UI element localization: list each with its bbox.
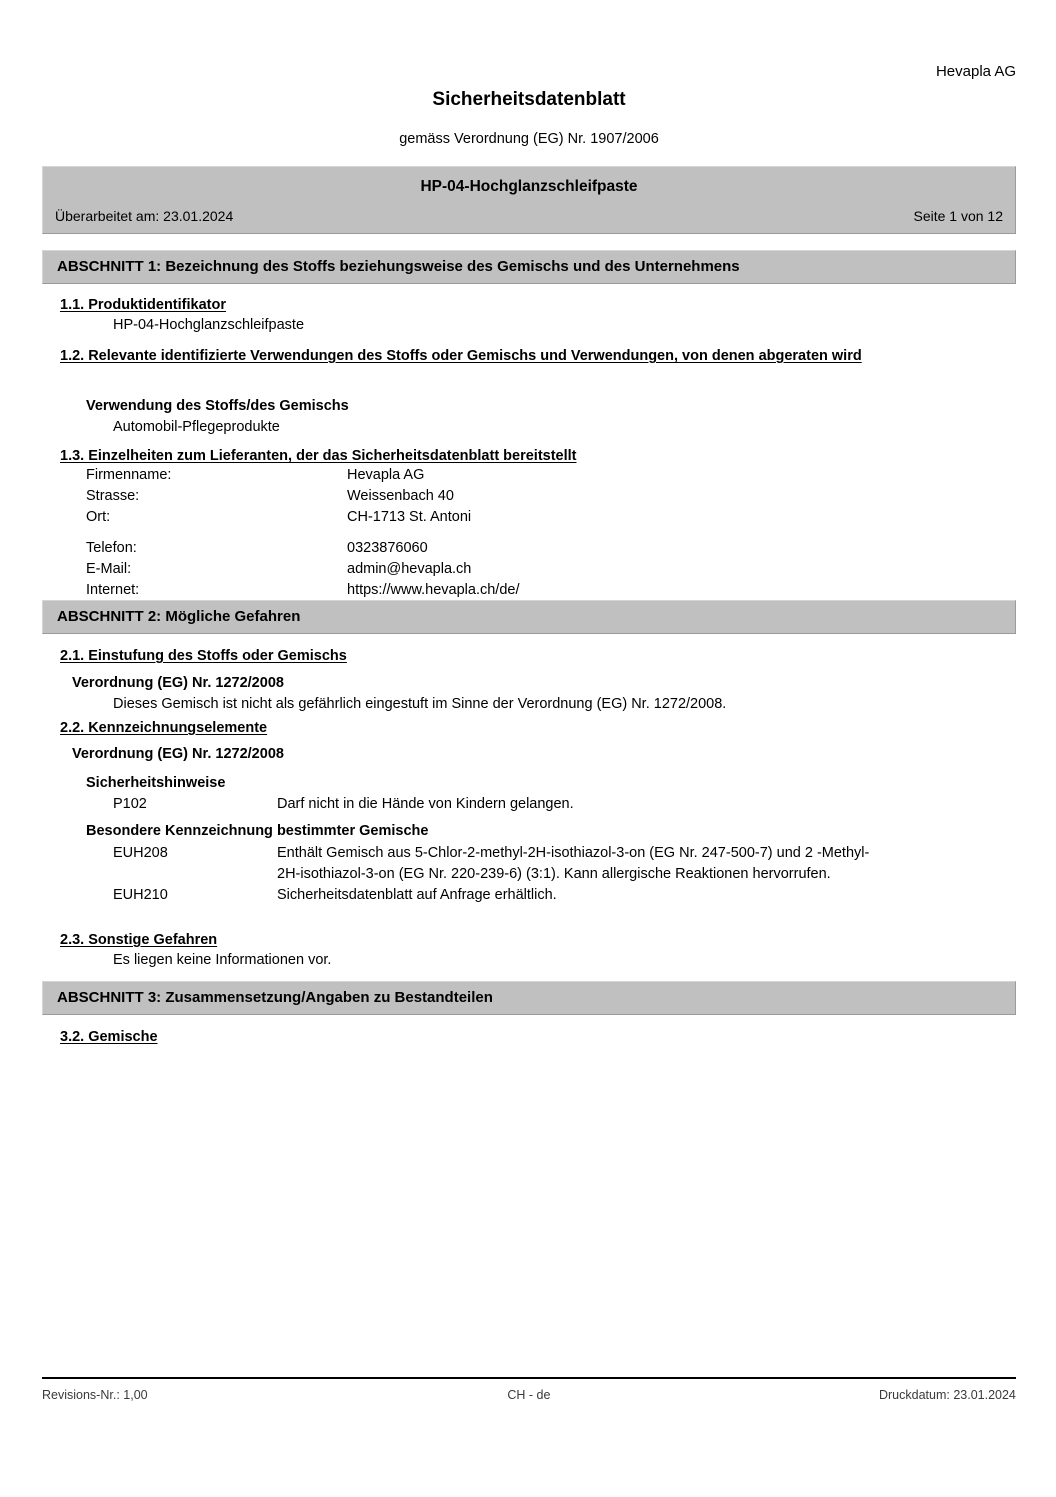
- statement-code: EUH208: [113, 845, 168, 861]
- statement-row: [113, 843, 993, 885]
- heading-1-1: [60, 295, 960, 316]
- supplier-row: [86, 486, 966, 507]
- product-meta: [55, 206, 1003, 226]
- other-hazards-text: Es liegen keine Informationen vor.: [113, 952, 332, 968]
- heading-3-2: [60, 1027, 960, 1048]
- footer-revision: Revisions-Nr.: 1,00: [42, 1388, 148, 1402]
- product-header-band: [42, 166, 1016, 234]
- supplier-value: Weissenbach 40: [347, 488, 454, 504]
- heading-2-2: [60, 718, 960, 739]
- heading-2-1: [60, 646, 960, 667]
- supplier-value: https://www.hevapla.ch/de/: [347, 582, 520, 598]
- statement-text: Enthält Gemisch aus 5-Chlor-2-methyl-2H-isothiazol-3-on (EG Nr. 247-500-7) und 2 -Methyl-2H-isothiazol-3-on (EG Nr. 220-239-6) (3:1). Kann allergische Reaktionen hervorrufen.: [277, 845, 870, 882]
- revision-date: Überarbeitet am: 23.01.2024: [55, 208, 234, 224]
- supplier-label: Ort:: [86, 509, 111, 525]
- heading-2-2-label: 2.2. Kennzeichnungselemente: [60, 720, 268, 736]
- supplier-label: E-Mail:: [86, 561, 132, 577]
- heading-3-2-label: 3.2. Gemische: [60, 1029, 158, 1045]
- product-name: HP-04-Hochglanzschleifpaste: [420, 178, 638, 195]
- supplier-row: [86, 507, 966, 528]
- precautionary-statements-list: [113, 794, 993, 815]
- supplier-label: Firmenname:: [86, 467, 172, 483]
- section-3-header: ABSCHNITT 3: Zusammensetzung/Angaben zu Bestandteilen: [42, 981, 1016, 1015]
- supplier-label: Telefon:: [86, 540, 137, 556]
- special-statements-list: [113, 843, 993, 906]
- statement-text: Sicherheitsdatenblatt auf Anfrage erhältlich.: [277, 887, 557, 903]
- supplier-value: Hevapla AG: [347, 467, 425, 483]
- footer-locale: CH - de: [507, 1388, 551, 1402]
- precautionary-statements-heading: Sicherheitshinweise: [86, 775, 226, 791]
- use-of-substance-heading: Verwendung des Stoffs/des Gemischs: [86, 398, 349, 414]
- spacer: [86, 528, 966, 538]
- heading-1-3-label: 1.3. Einzelheiten zum Lieferanten, der das Sicherheitsdatenblatt bereitstellt: [60, 448, 577, 464]
- supplier-value: 0323876060: [347, 540, 428, 556]
- footer-print-date: Druckdatum: 23.01.2024: [878, 1388, 1016, 1402]
- heading-1-1-label: 1.1. Produktidentifikator: [60, 297, 226, 313]
- statement-code: EUH210: [113, 887, 168, 903]
- company-name: Hevapla AG: [935, 63, 1016, 80]
- statement-row: [113, 885, 993, 906]
- footer-divider: [42, 1377, 1016, 1379]
- document-header: [42, 62, 1016, 149]
- document-subtitle: gemäss Verordnung (EG) Nr. 1907/2006: [399, 131, 659, 147]
- supplier-label: Strasse:: [86, 488, 140, 504]
- heading-1-2-label: 1.2. Relevante identifizierte Verwendungen des Stoffs oder Gemischs und Verwendungen, von denen abgeraten wird: [60, 348, 862, 364]
- classification-text: Dieses Gemisch ist nicht als gefährlich eingestuft im Sinne der Verordnung (EG) Nr. 1272/2008.: [113, 696, 727, 712]
- heading-1-2: [60, 346, 890, 367]
- supplier-value: admin@hevapla.ch: [347, 561, 472, 577]
- supplier-row: [86, 559, 966, 580]
- regulation-heading-labelling: Verordnung (EG) Nr. 1272/2008: [72, 746, 284, 762]
- supplier-value: CH-1713 St. Antoni: [347, 509, 472, 525]
- statement-row: [113, 794, 993, 815]
- heading-2-1-label: 2.1. Einstufung des Stoffs oder Gemischs: [60, 648, 347, 664]
- supplier-label: Internet:: [86, 582, 140, 598]
- special-labelling-heading: Besondere Kennzeichnung bestimmter Gemische: [86, 823, 429, 839]
- heading-2-3: [60, 930, 960, 951]
- page-indicator: Seite 1 von 12: [913, 208, 1003, 224]
- page-footer: [42, 1386, 1016, 1404]
- document-title: Sicherheitsdatenblatt: [432, 89, 626, 110]
- section-1-header: ABSCHNITT 1: Bezeichnung des Stoffs beziehungsweise des Gemischs und des Unternehmens: [42, 250, 1016, 284]
- supplier-row: [86, 580, 966, 601]
- product-identifier-value: HP-04-Hochglanzschleifpaste: [113, 317, 305, 333]
- supplier-details: [86, 465, 966, 601]
- statement-code: P102: [113, 796, 147, 812]
- statement-text: Darf nicht in die Hände von Kindern gelangen.: [277, 796, 574, 812]
- use-of-substance-value: Automobil-Pflegeprodukte: [113, 419, 280, 435]
- section-2-header: ABSCHNITT 2: Mögliche Gefahren: [42, 600, 1016, 634]
- heading-1-3: [60, 446, 960, 467]
- heading-2-3-label: 2.3. Sonstige Gefahren: [60, 932, 218, 948]
- supplier-row: [86, 538, 966, 559]
- supplier-row: [86, 465, 966, 486]
- regulation-heading-classification: Verordnung (EG) Nr. 1272/2008: [72, 675, 284, 691]
